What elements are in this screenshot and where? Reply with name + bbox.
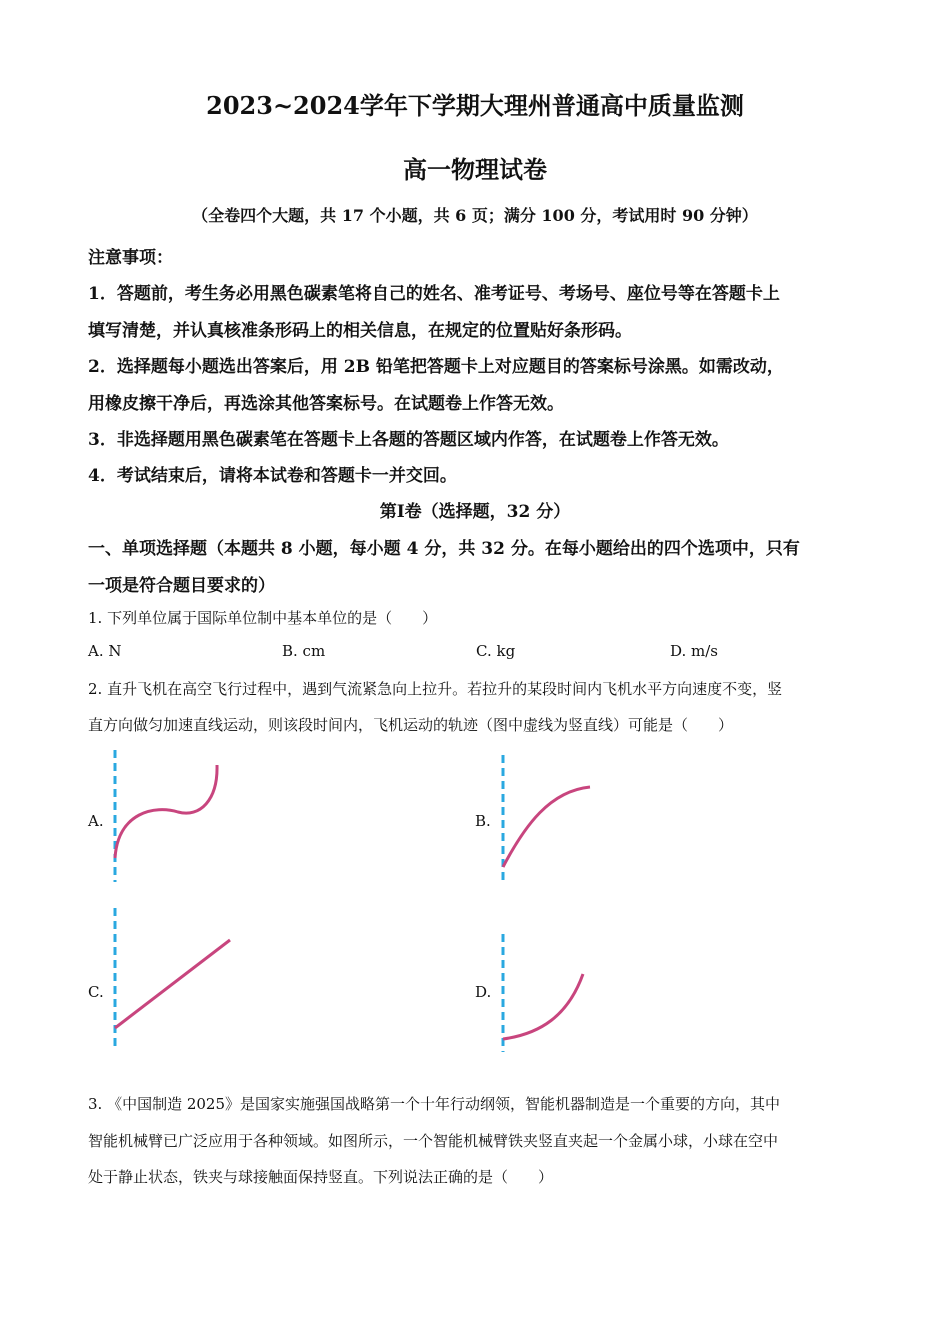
q1-option-b: B. cm — [282, 642, 326, 660]
q2-figure-d — [490, 934, 600, 1054]
q3-stem-line1: 3. 《中国制造 2025》是国家实施强国战略第一个十年行动纲领，智能机器制造是一个重要的方向，其中 — [88, 1095, 781, 1113]
q1-option-d: D. m/s — [670, 642, 719, 660]
trajectory-line — [115, 940, 230, 1028]
notice-line: 4．考试结束后，请将本试卷和答题卡一并交回。 — [88, 466, 457, 486]
q2-label-b: B. — [475, 812, 491, 830]
exam-meta: （全卷四个大题，共 17 个小题，共 6 页；满分 100 分，考试用时 90 分钟） — [192, 206, 758, 225]
q2-label-d: D. — [475, 983, 492, 1001]
q3-stem-line2: 智能机械臂已广泛应用于各种领域。如图所示，一个智能机械臂铁夹竖直夹起一个金属小球，小球在空中 — [88, 1132, 779, 1150]
notice-line: 填写清楚，并认真核准条形码上的相关信息，在规定的位置贴好条形码。 — [88, 321, 632, 341]
trajectory-curve — [503, 974, 583, 1039]
section-heading-cont: 一项是符合题目要求的） — [88, 576, 275, 596]
q3-stem-line3: 处于静止状态，铁夹与球接触面保持竖直。下列说法正确的是（ ） — [88, 1168, 554, 1186]
section-heading: 一、单项选择题（本题共 8 小题，每小题 4 分，共 32 分。在每小题给出的四个选项中，只有 — [88, 539, 800, 559]
trajectory-curve — [115, 765, 217, 858]
trajectory-curve — [503, 787, 590, 867]
q2-figure-b — [490, 755, 600, 885]
notice-line: 1．答题前，考生务必用黑色碳素笔将自己的姓名、准考证号、考场号、座位号等在答题卡上 — [88, 284, 780, 304]
q1-option-a: A. N — [88, 642, 122, 660]
notice-line: 3．非选择题用黑色碳素笔在答题卡上各题的答题区域内作答，在试题卷上作答无效。 — [88, 430, 729, 450]
q1-stem: 1. 下列单位属于国际单位制中基本单位的是（ ） — [88, 609, 438, 627]
q1-option-c: C. kg — [476, 642, 516, 660]
q2-label-a: A. — [88, 812, 104, 830]
notice-heading: 注意事项： — [88, 248, 173, 268]
notice-line: 2．选择题每小题选出答案后，用 2B 铅笔把答题卡上对应题目的答案标号涂黑。如需改动， — [88, 357, 784, 377]
exam-title: 2023~2024学年下学期大理州普通高中质量监测 — [206, 91, 744, 120]
exam-subject: 高一物理试卷 — [403, 155, 547, 184]
part1-heading: 第I卷（选择题，32 分） — [379, 502, 571, 522]
q2-stem-line2: 直方向做匀加速直线运动，则该段时间内，飞机运动的轨迹（图中虚线为竖直线）可能是（ ） — [88, 716, 734, 734]
q2-figure-a — [100, 750, 240, 885]
q2-figure-c — [100, 908, 240, 1053]
notice-line: 用橡皮擦干净后，再选涂其他答案标号。在试题卷上作答无效。 — [88, 394, 564, 414]
q2-label-c: C. — [88, 983, 104, 1001]
q2-stem-line1: 2. 直升飞机在高空飞行过程中，遇到气流紧急向上拉升。若拉升的某段时间内飞机水平方向速度不变，竖 — [88, 680, 783, 698]
